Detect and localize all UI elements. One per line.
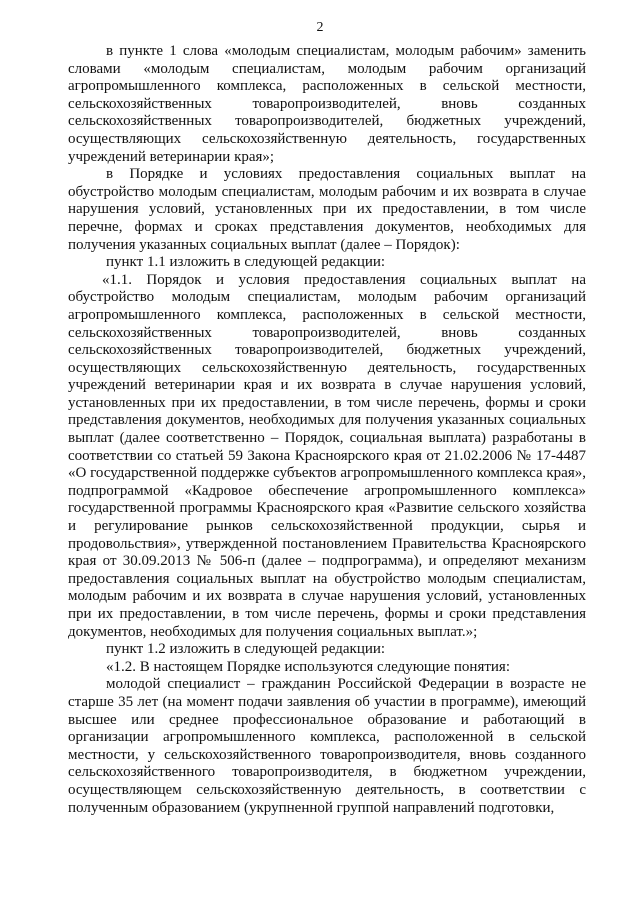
paragraph-young-specialist-definition: молодой специалист – гражданин Российской Федерации в возрасте не старше 35 лет (на момент подачи заявления об участии в программе), имеющий высшее или среднее профессиональное образование и работающий в организации агропромышленного комплекса, расположенной в сельской местности, у сельскохозяйственного товаропроизводителя, вновь созданного сельскохозяйственного товаропроизводителя, в бюджетном учреждении, осуществляющем сельскохозяйственную деятельность, в соответствии с полученным образованием (укрупненной группой направлений подготовки, [68,676,586,816]
paragraph-point-1-1-text: «1.1. Порядок и условия предоставления социальных выплат на обустройство молодым специалистам, молодым рабочим организаций агропромышленного комплекса, расположенных в сельской местности, сельскохозяйственных товаропроизводителей, вновь созданных сельскохозяйственных товаропроизводителей, бюджетных учреждений, осуществляющих сельскохозяйственную деятельность, государственных учреждений ветеринарии края и их возврата в случае нарушения условий, установленных при их предоставлении, в том числе перечень, формы и сроки представления документов, необходимых для получения указанных социальных выплат (далее соответственно – Порядок, социальная выплата) разработаны в соответствии со статьей 59 Закона Красноярского края от 21.02.2006 № 17-4487 «О государственной поддержке субъектов агропромышленного комплекса края», подпрограммой «Кадровое обеспечение агропромышленного комплекса» государственной программы Красноярского края «Развитие сельского хозяйства и регулирование рынков сельскохозяйственной продукции, сырья и продовольствия», утвержденной постановлением Правительства Красноярского края от 30.09.2013 № 506-п (далее – подпрограмма), и определяют механизм предоставления социальных выплат на обустройство молодым специалистам, молодым рабочим и их возврата в случае нарушения условий, установленных при их предоставлении, в том числе перечень, формы и сроки представления документов, необходимых для получения социальных выплат.»; [68,271,586,640]
page-number: 2 [316,20,324,35]
document-body [68,43,586,817]
paragraph-point-1-1-heading: пункт 1.1 изложить в следующей редакции: [106,254,386,271]
paragraph-amendment-point-1: в пункте 1 слова «молодым специалистам, молодым рабочим» заменить словами «молодым специалистам, молодым рабочим организаций агропромышленного комплекса, расположенных в сельской местности, сельскохозяйственных товаропроизводителей, вновь созданных сельскохозяйственных товаропроизводителей, бюджетных учреждений, осуществляющих сельскохозяйственную деятельность, государственных учреждений ветеринарии края»; [68,43,586,165]
paragraph-procedure-intro: в Порядке и условиях предоставления социальных выплат на обустройство молодым специалистам, молодым рабочим и их возврата в случае нарушения условий, установленных при их предоставлении, в том числе перечне, формах и сроках представления документов, необходимых для получения указанных социальных выплат (далее – Порядок): [68,166,586,253]
paragraph-point-1-2-heading: пункт 1.2 изложить в следующей редакции: [106,641,386,658]
paragraph-point-1-2-text: «1.2. В настоящем Порядке используются следующие понятия: [106,658,510,675]
